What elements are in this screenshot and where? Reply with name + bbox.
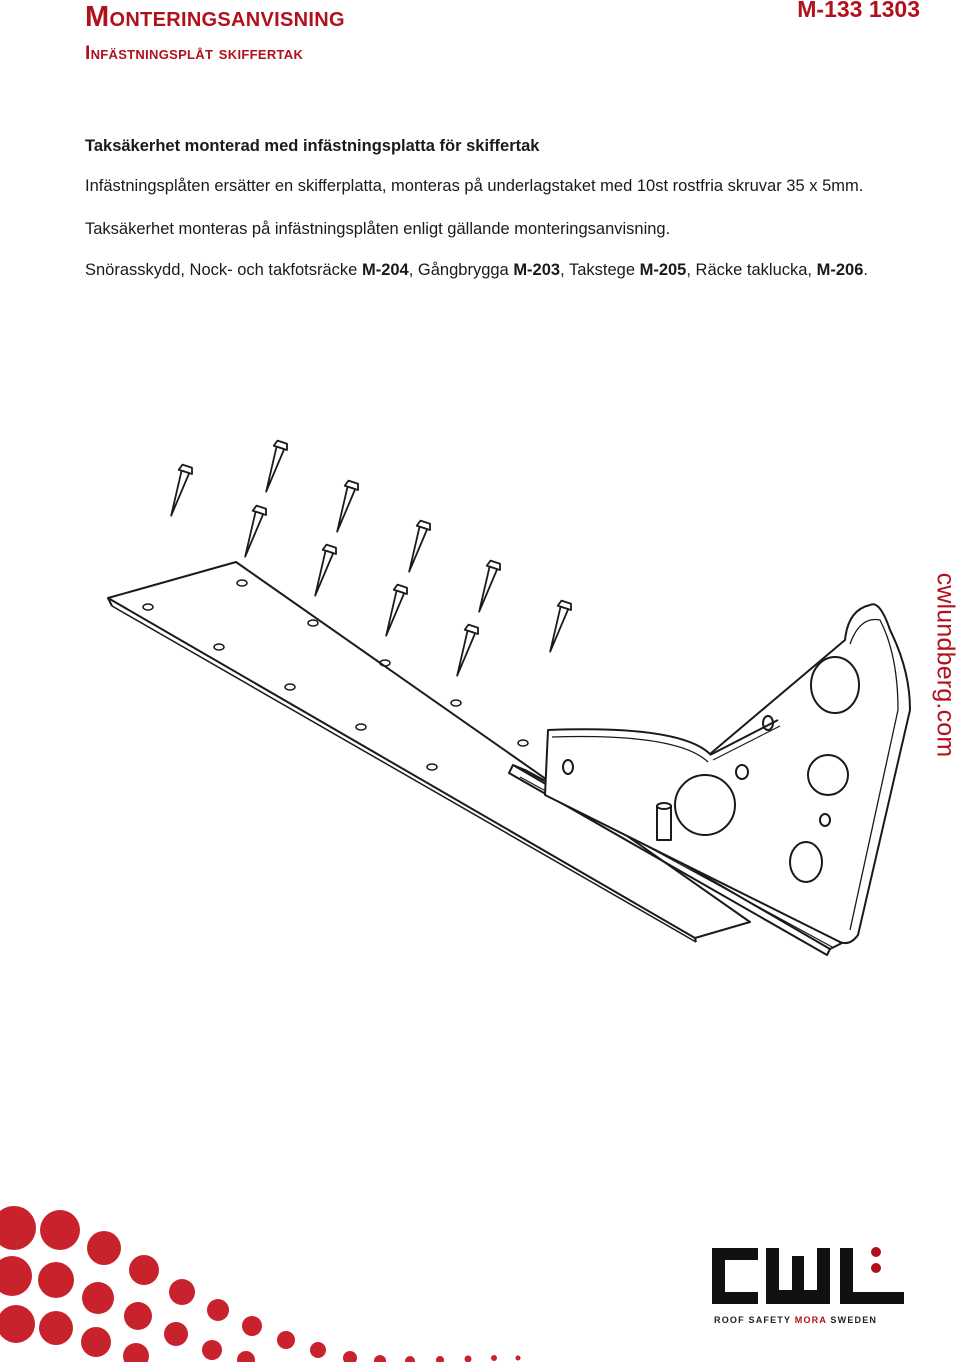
paragraph-references	[85, 260, 875, 281]
roof-bracket	[545, 604, 910, 943]
ref-text: , Räcke taklucka,	[686, 261, 817, 279]
page-title: Monteringsanvisning	[85, 1, 345, 33]
section-heading: Taksäkerhet monterad med infästningsplatta för skiffertak	[85, 137, 540, 155]
ref-text: , Takstege	[560, 261, 640, 279]
ref-code-m206: M-206	[816, 261, 864, 279]
ref-text: .	[863, 261, 868, 279]
ref-text: , Gångbrygga	[408, 261, 514, 279]
cwl-logo-icon	[700, 1240, 915, 1315]
website-url: cwlundberg.com	[931, 572, 960, 758]
ref-text: Snörasskydd, Nock- och takfotsräcke	[85, 261, 362, 279]
pin	[657, 803, 671, 840]
mounting-plate-diagram-icon	[90, 430, 930, 990]
page-subtitle: Infästningsplåt skiffertak	[85, 43, 304, 64]
paragraph-installation: Infästningsplåten ersätter en skifferplatta, monteras på underlagstaket med 10st rostfria skruvar 35 x 5mm.	[85, 177, 864, 195]
tagline-text: ROOF SAFETY	[714, 1315, 795, 1325]
content-section	[85, 136, 875, 281]
paragraph-mounting: Taksäkerhet monteras på infästningsplåten enligt gällande monteringsanvisning.	[85, 220, 671, 238]
ref-code-m205: M-205	[639, 261, 687, 279]
document-number: M-133 1303	[797, 0, 920, 22]
decorative-dots-icon	[0, 1190, 560, 1362]
ref-code-m204: M-204	[361, 261, 409, 279]
logo-tagline	[714, 1315, 877, 1325]
tagline-text: SWEDEN	[826, 1315, 878, 1325]
tagline-mora: MORA	[794, 1315, 827, 1325]
ref-code-m203: M-203	[513, 261, 561, 279]
cwl-logo	[700, 1240, 915, 1330]
